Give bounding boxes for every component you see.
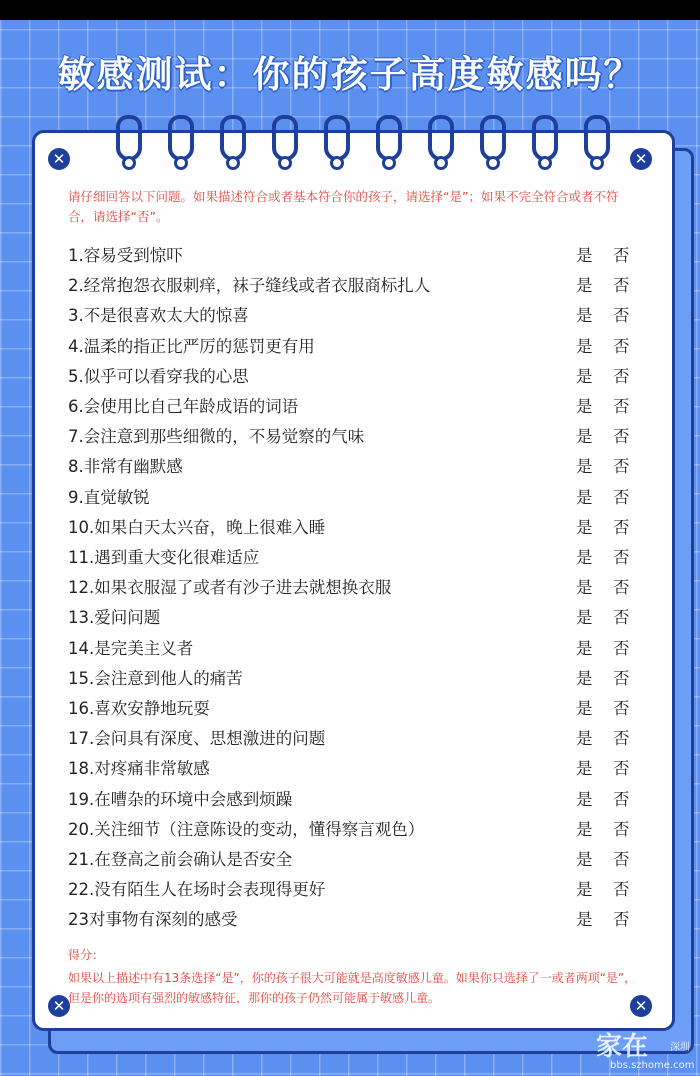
binder-ring (428, 115, 454, 161)
binder-ring (324, 115, 350, 161)
status-bar (0, 0, 700, 20)
question-row (68, 483, 638, 513)
binder-hole (226, 156, 240, 170)
question-row (68, 422, 638, 452)
yes-option[interactable]: 是 (576, 910, 593, 930)
question-text: 9.直觉敏锐 (68, 487, 150, 507)
question-row (68, 724, 638, 754)
binder-ring (376, 115, 402, 161)
yes-option[interactable]: 是 (576, 517, 593, 537)
question-text: 14.是完美主义者 (68, 638, 194, 658)
watermark-url: bbs.szhome.com (610, 1060, 695, 1071)
yes-option[interactable]: 是 (576, 608, 593, 628)
question-row (68, 664, 638, 694)
question-row (68, 452, 638, 482)
yes-option[interactable]: 是 (576, 880, 593, 900)
no-option[interactable]: 否 (613, 548, 630, 567)
question-row (68, 905, 638, 935)
yes-option[interactable]: 是 (576, 306, 593, 326)
close-icon: ✕ (48, 995, 70, 1017)
question-text: 4.温柔的指正比严厉的惩罚更有用 (68, 336, 315, 356)
no-option[interactable]: 否 (613, 366, 630, 386)
no-option[interactable]: 否 (613, 608, 630, 628)
close-icon: ✕ (630, 995, 652, 1017)
binder-hole (278, 156, 292, 170)
binder-hole (382, 156, 396, 170)
question-text: 16.喜欢安静地玩耍 (68, 699, 210, 718)
question-text: 21.在登高之前会确认是否安全 (68, 850, 293, 869)
yes-option[interactable]: 是 (576, 457, 593, 477)
yes-option[interactable]: 是 (576, 759, 593, 779)
yes-option[interactable]: 是 (576, 336, 593, 356)
binder-ring (584, 115, 610, 161)
question-row (68, 513, 638, 543)
question-text: 5.似乎可以看穿我的心思 (68, 366, 249, 386)
no-option[interactable]: 否 (613, 759, 630, 779)
no-option[interactable]: 否 (613, 397, 630, 416)
question-row (68, 301, 638, 331)
question-row (68, 754, 638, 784)
no-option[interactable]: 否 (613, 517, 630, 537)
binder-hole (174, 156, 188, 170)
yes-option[interactable]: 是 (576, 819, 593, 839)
question-text: 23对事物有深刻的感受 (68, 910, 238, 930)
question-text: 11.遇到重大变化很难适应 (68, 548, 260, 567)
score-label: 得分： (68, 948, 105, 962)
yes-option[interactable]: 是 (576, 729, 593, 749)
binder-ring (480, 115, 506, 161)
yes-option[interactable]: 是 (576, 366, 593, 386)
no-option[interactable]: 否 (613, 668, 630, 688)
yes-option[interactable]: 是 (576, 427, 593, 447)
question-text: 13.爱问问题 (68, 608, 161, 628)
question-row (68, 332, 638, 362)
question-text: 1.容易受到惊吓 (68, 246, 183, 265)
binder-hole (538, 156, 552, 170)
question-text: 3.不是很喜欢太大的惊喜 (68, 306, 249, 326)
binder-ring (116, 115, 142, 161)
question-row (68, 543, 638, 573)
yes-option[interactable]: 是 (576, 699, 593, 718)
question-row (68, 241, 638, 271)
yes-option[interactable]: 是 (576, 668, 593, 688)
question-text: 19.在嘈杂的环境中会感到烦躁 (68, 789, 293, 809)
no-option[interactable]: 否 (613, 246, 630, 265)
question-row (68, 785, 638, 815)
yes-option[interactable]: 是 (576, 276, 593, 296)
yes-option[interactable]: 是 (576, 578, 593, 598)
question-row (68, 362, 638, 392)
question-row (68, 603, 638, 633)
question-row (68, 815, 638, 845)
no-option[interactable]: 否 (613, 578, 630, 598)
question-text: 12.如果衣服湿了或者有沙子进去就想换衣服 (68, 578, 392, 598)
no-option[interactable]: 否 (613, 819, 630, 839)
yes-option[interactable]: 是 (576, 638, 593, 658)
question-row (68, 573, 638, 603)
question-text: 10.如果白天太兴奋，晚上很难入睡 (68, 517, 326, 537)
question-text: 22.没有陌生人在场时会表现得更好 (68, 880, 326, 900)
question-text: 7.会注意到那些细微的，不易觉察的气味 (68, 427, 365, 447)
binder-hole (590, 156, 604, 170)
binder-hole (330, 156, 344, 170)
question-row (68, 845, 638, 875)
close-icon: ✕ (48, 148, 70, 170)
no-option[interactable]: 否 (613, 880, 630, 900)
no-option[interactable]: 否 (613, 427, 630, 447)
no-option[interactable]: 否 (613, 276, 630, 296)
no-option[interactable]: 否 (613, 850, 630, 869)
question-row (68, 694, 638, 724)
yes-option[interactable]: 是 (576, 397, 593, 416)
question-text: 20.关注细节（注意陈设的变动，懂得察言观色） (68, 819, 425, 839)
question-row (68, 875, 638, 905)
score-text: 如果以上描述中有13条选择“是”，你的孩子很大可能就是高度敏感儿童。如果你只选择了一或者两项“是”，但是你的选项有强烈的敏感特征，那你的孩子仍然可能属于敏感儿童。 (68, 971, 637, 1005)
binder-hole (122, 156, 136, 170)
instructions: 请仔细回答以下问题。如果描述符合或者基本符合你的孩子，请选择“是”；如果不完全符合或者不符合，请选择“否”。 (68, 189, 619, 224)
binder-ring (168, 115, 194, 161)
question-text: 2.经常抱怨衣服刺痒，袜子缝线或者衣服商标扎人 (68, 276, 431, 296)
question-text: 17.会问具有深度、思想激进的问题 (68, 729, 326, 749)
binder-hole (486, 156, 500, 170)
yes-option[interactable]: 是 (576, 850, 593, 869)
watermark-logo: 家在 (596, 1032, 649, 1062)
no-option[interactable]: 否 (613, 306, 630, 326)
question-text: 6.会使用比自己年龄成语的词语 (68, 397, 299, 416)
page-title: 敏感测试：你的孩子高度敏感吗？ (57, 53, 643, 96)
no-option[interactable]: 否 (613, 487, 630, 507)
yes-option[interactable]: 是 (576, 548, 593, 567)
yes-option[interactable]: 是 (576, 246, 593, 265)
question-text: 15.会注意到他人的痛苦 (68, 668, 243, 688)
question-row (68, 271, 638, 301)
yes-option[interactable]: 是 (576, 487, 593, 507)
question-text: 8.非常有幽默感 (68, 457, 183, 477)
no-option[interactable]: 否 (613, 729, 630, 749)
no-option[interactable]: 否 (613, 457, 630, 477)
watermark-city: 深圳 (670, 1042, 690, 1053)
no-option[interactable]: 否 (613, 789, 630, 809)
binder-ring (532, 115, 558, 161)
no-option[interactable]: 否 (613, 638, 630, 658)
yes-option[interactable]: 是 (576, 789, 593, 809)
binder-ring (220, 115, 246, 161)
no-option[interactable]: 否 (613, 910, 630, 930)
question-row (68, 392, 638, 422)
close-icon: ✕ (630, 148, 652, 170)
no-option[interactable]: 否 (613, 699, 630, 718)
question-row (68, 634, 638, 664)
question-text: 18.对疼痛非常敏感 (68, 759, 210, 779)
binder-ring (272, 115, 298, 161)
no-option[interactable]: 否 (613, 336, 630, 356)
binder-hole (434, 156, 448, 170)
